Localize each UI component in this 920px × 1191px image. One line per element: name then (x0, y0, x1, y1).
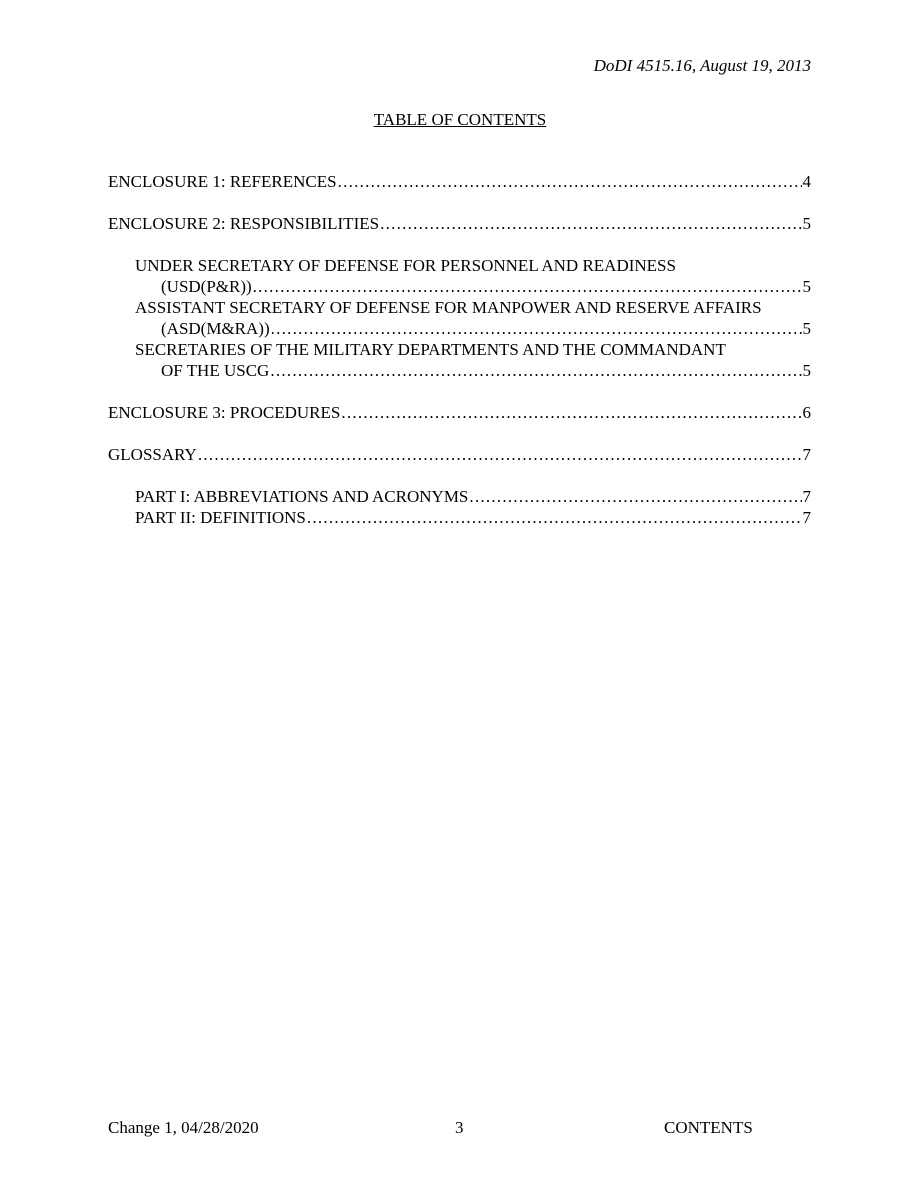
toc-entry-label: ASSISTANT SECRETARY OF DEFENSE FOR MANPOWER AND RESERVE AFFAIRS (135, 298, 762, 317)
toc-entry-label: ENCLOSURE 2: RESPONSIBILITIES (108, 214, 380, 233)
toc-entry-secretaries[interactable] (108, 339, 811, 381)
dot-leader (253, 276, 802, 297)
toc-entry-part-1[interactable] (108, 486, 811, 507)
toc-page-number: 7 (802, 508, 811, 527)
toc-entry-label: ENCLOSURE 3: PROCEDURES (108, 403, 341, 422)
toc-page-number: 5 (802, 214, 811, 233)
toc-entry-label: ENCLOSURE 1: REFERENCES (108, 172, 337, 191)
toc-entry-usd[interactable] (108, 255, 811, 297)
toc-page-number: 7 (802, 487, 811, 506)
page-number: 3 (455, 1118, 464, 1137)
toc-title: TABLE OF CONTENTS (373, 110, 547, 129)
dot-leader (307, 507, 802, 528)
dot-leader (270, 360, 801, 381)
table-of-contents (108, 171, 811, 528)
toc-entry-label: SECRETARIES OF THE MILITARY DEPARTMENTS AND THE COMMANDANT (135, 340, 726, 359)
dot-leader (198, 444, 802, 465)
toc-entry-part-2[interactable] (108, 507, 811, 528)
section-label: CONTENTS (664, 1118, 753, 1137)
toc-entry-enclosure-3[interactable] (108, 402, 811, 423)
toc-page-number: 4 (802, 172, 811, 191)
dot-leader (469, 486, 801, 507)
toc-entry-label: PART II: DEFINITIONS (135, 508, 306, 527)
toc-entry-glossary[interactable] (108, 444, 811, 465)
toc-entry-enclosure-2[interactable] (108, 213, 811, 234)
toc-page-number: 5 (802, 361, 811, 380)
toc-page-number: 6 (802, 403, 811, 422)
toc-entry-label-continued: OF THE USCG (161, 361, 270, 380)
change-notice: Change 1, 04/28/2020 (108, 1118, 259, 1137)
toc-page-number: 7 (802, 445, 811, 464)
toc-entry-label: PART I: ABBREVIATIONS AND ACRONYMS (135, 487, 469, 506)
toc-entry-label: UNDER SECRETARY OF DEFENSE FOR PERSONNEL AND READINESS (135, 256, 676, 275)
dot-leader (341, 402, 801, 423)
dot-leader (338, 171, 802, 192)
toc-page-number: 5 (802, 277, 811, 296)
toc-entry-asd[interactable] (108, 297, 811, 339)
toc-entry-label-continued: (USD(P&R)) (161, 277, 252, 296)
toc-page-number: 5 (802, 319, 811, 338)
dot-leader (380, 213, 801, 234)
toc-entry-label: GLOSSARY (108, 445, 197, 464)
dot-leader (271, 318, 802, 339)
toc-entry-label-continued: (ASD(M&RA)) (161, 319, 270, 338)
document-reference: DoDI 4515.16, August 19, 2013 (593, 56, 811, 75)
toc-entry-enclosure-1[interactable] (108, 171, 811, 192)
